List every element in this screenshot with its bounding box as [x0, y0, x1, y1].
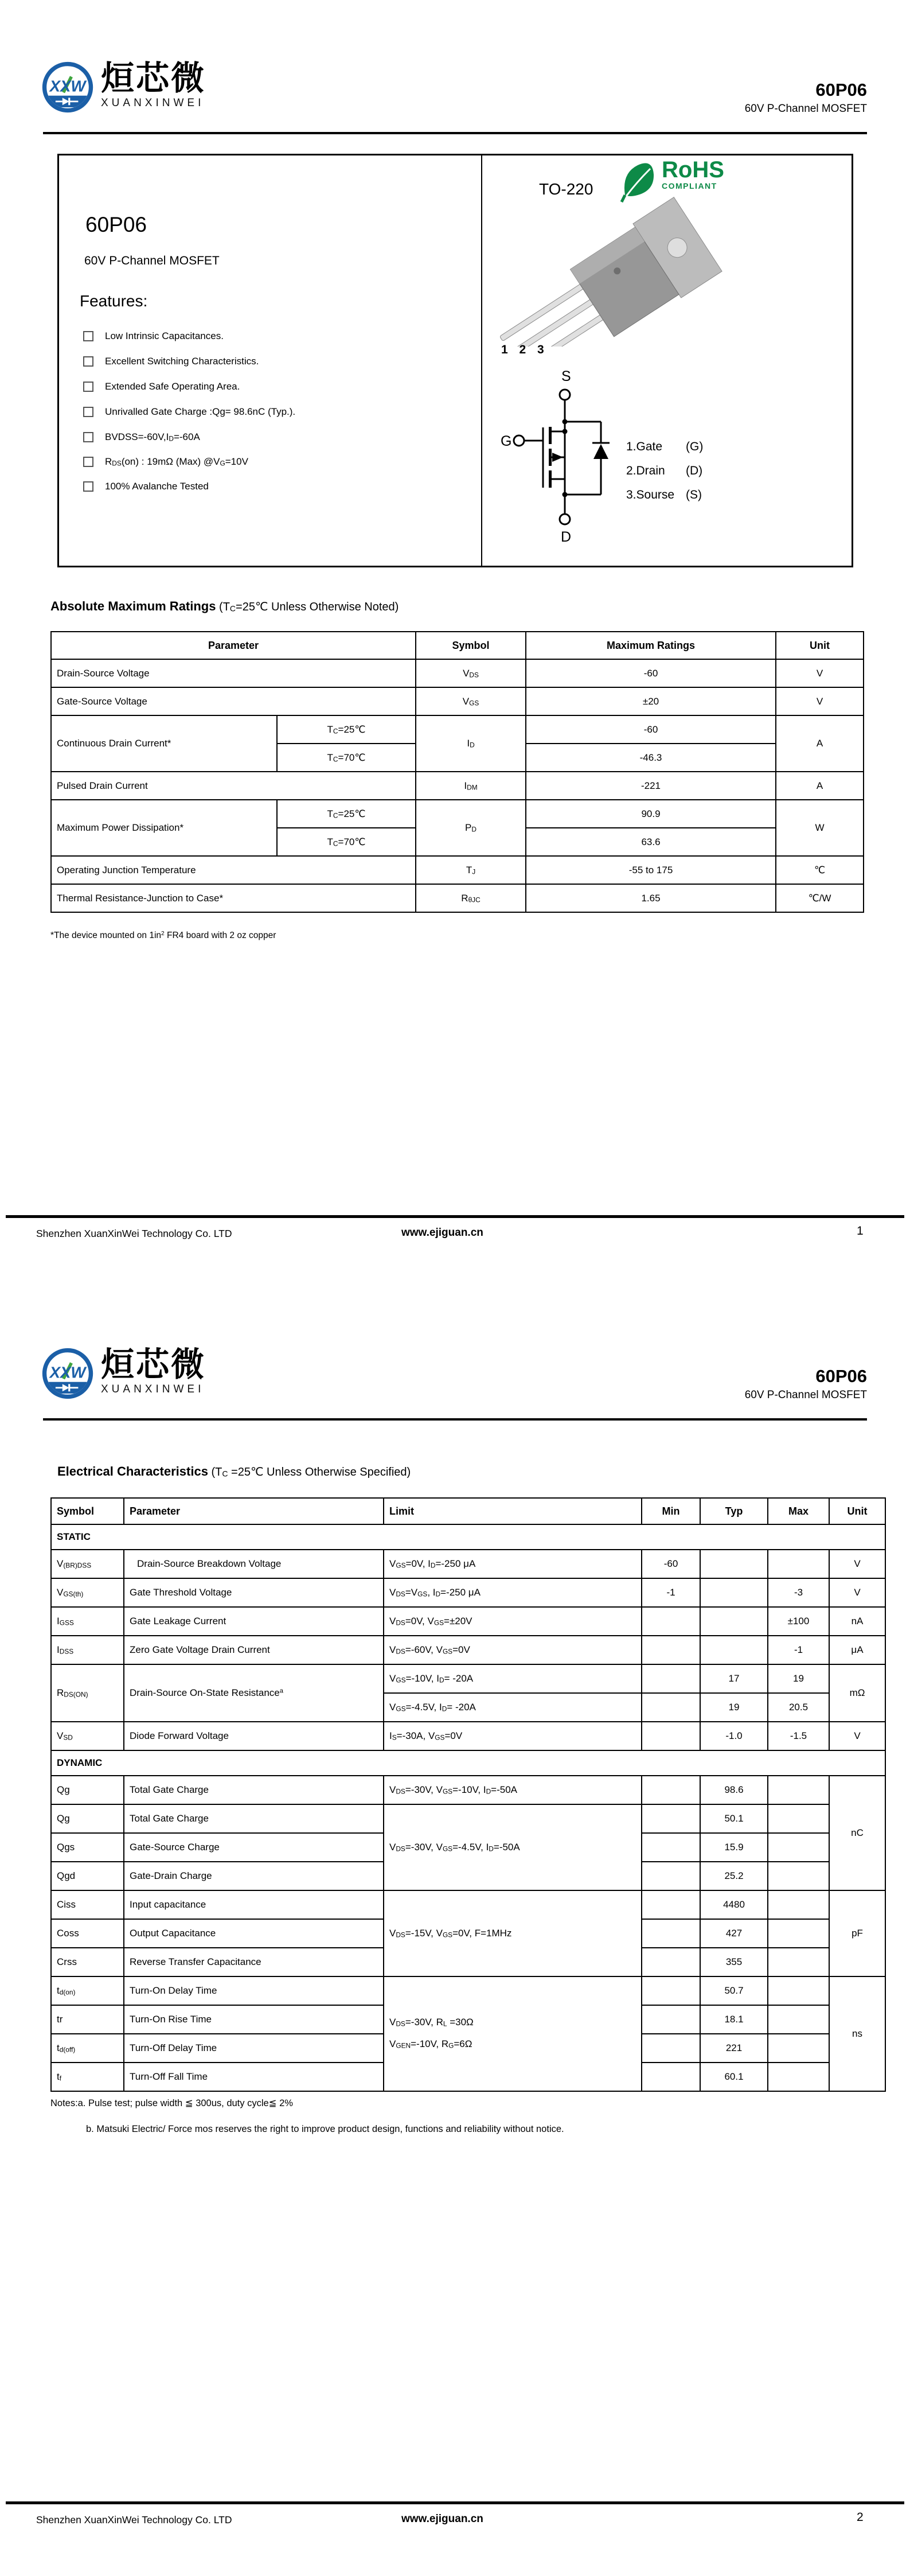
col-header-typ: Typ — [700, 1498, 768, 1524]
rohs-label: RoHS — [662, 157, 724, 182]
param-cell: Operating Junction Temperature — [51, 856, 416, 884]
feature-item — [83, 381, 240, 392]
table-row — [51, 1578, 885, 1607]
table-row — [51, 1607, 885, 1636]
symbol-cell: Ciss — [51, 1890, 124, 1919]
pin-description-list — [626, 435, 703, 507]
min-cell — [642, 1862, 700, 1890]
checkbox-icon — [83, 407, 93, 417]
max-cell — [768, 2005, 829, 2034]
logo-text — [101, 1347, 206, 1396]
header-rule — [43, 1418, 867, 1421]
limit-cell: $V_{DS}=0V$, $V_{GS}=\pm 20V$ — [384, 1607, 642, 1636]
pin-name: 1.Gate — [626, 440, 663, 453]
checkbox-icon — [83, 382, 93, 392]
table-row — [51, 856, 864, 884]
symbol-cell: $V_{DS}$ — [416, 659, 526, 687]
max-cell: 1.65 — [526, 884, 776, 912]
rohs-text — [662, 159, 724, 190]
limit-line: $V_{GEN}=-10V$, $R_G=6\Omega$ — [389, 2038, 472, 2050]
param-cell: Pulsed Drain Current — [51, 772, 416, 800]
typ-cell — [700, 1636, 768, 1664]
feature-text: Unrivalled Gate Charge :Qg= 98.6nC (Typ.). — [105, 406, 296, 417]
limit-line: $V_{DS}=-30V$, $R_L =30\Omega$ — [389, 2016, 474, 2028]
limit-cell: $V_{DS}=-15V$, $V_{GS}=0V$, F=1MHz — [384, 1890, 642, 1976]
condition-cell: $T_C=25℃$ — [277, 800, 416, 828]
param-cell: Turn-Off Fall Time — [124, 2063, 384, 2091]
notes-line-b: b. Matsuki Electric/ Force mos reserves the right to improve product design, functions and reliability without notice. — [86, 2124, 564, 2134]
col-header-parameter: Parameter — [51, 632, 416, 659]
unit-cell: nC — [829, 1776, 885, 1890]
typ-cell — [700, 1578, 768, 1607]
max-cell — [768, 1948, 829, 1976]
param-cell: Drain-Source Voltage — [51, 659, 416, 687]
page-number: 1 — [857, 1224, 864, 1238]
table-row — [51, 884, 864, 912]
mosfet-symbol-diagram — [490, 363, 622, 547]
param-cell: Diode Forward Voltage — [124, 1722, 384, 1750]
symbol-cell: $V_{GS(th)}$ — [51, 1578, 124, 1607]
package-name: TO-220 — [539, 180, 593, 198]
checkbox-icon — [83, 356, 93, 367]
table-header-row — [51, 632, 864, 659]
min-cell — [642, 1722, 700, 1750]
col-header-parameter: Parameter — [124, 1498, 384, 1524]
max-cell — [768, 1804, 829, 1833]
symbol-cell: $I_D$ — [416, 715, 526, 772]
condition-cell: $T_C=25℃$ — [277, 715, 416, 744]
table-row — [51, 687, 864, 715]
checkbox-icon — [83, 481, 93, 492]
typ-cell: 4480 — [700, 1890, 768, 1919]
typ-cell: 18.1 — [700, 2005, 768, 2034]
logo-chinese-name: 烜芯微 — [101, 1345, 206, 1384]
param-cell: Gate-Drain Charge — [124, 1862, 384, 1890]
limit-cell: $V_{GS}=0V$, $I_D=-250$ μA — [384, 1550, 642, 1578]
drain-label: D — [561, 529, 572, 545]
table-row — [51, 1550, 885, 1578]
feature-text: 100% Avalanche Tested — [105, 481, 209, 492]
logo-mark-icon — [41, 1347, 94, 1400]
logo-mark-icon — [41, 61, 94, 114]
symbol-cell: $V_{(BR)DSS}$ — [51, 1550, 124, 1578]
min-cell — [642, 1976, 700, 2005]
min-cell — [642, 1636, 700, 1664]
max-cell — [768, 2034, 829, 2063]
max-cell: 19 — [768, 1664, 829, 1693]
feature-item — [83, 431, 200, 443]
part-subtitle: 60V P-Channel MOSFET — [744, 103, 867, 115]
part-number: 60P06 — [815, 80, 867, 100]
pin-description — [626, 483, 703, 507]
limit-cell: $V_{DS}=-60V$, $V_{GS}=0V$ — [384, 1636, 642, 1664]
feature-text: Extended Safe Operating Area. — [105, 381, 240, 392]
symbol-cell: Coss — [51, 1919, 124, 1948]
param-cell: Output Capacitance — [124, 1919, 384, 1948]
footer-rule — [6, 2501, 904, 2504]
limit-cell: $I_S=-30A$, $V_{GS}=0V$ — [384, 1722, 642, 1750]
col-header-unit: Unit — [829, 1498, 885, 1524]
max-cell: -221 — [526, 772, 776, 800]
max-cell — [768, 1776, 829, 1804]
typ-cell: 98.6 — [700, 1776, 768, 1804]
feature-item — [83, 356, 259, 367]
param-cell: Gate Threshold Voltage — [124, 1578, 384, 1607]
typ-cell: 17 — [700, 1664, 768, 1693]
max-cell: -1.5 — [768, 1722, 829, 1750]
feature-text: Excellent Switching Characteristics. — [105, 356, 259, 367]
param-cell: Input capacitance — [124, 1890, 384, 1919]
limit-cell: $V_{GS}=-4.5V$, $I_D= -20A$ — [384, 1693, 642, 1722]
notes-line-a: Notes:a. Pulse test; pulse width ≦ 300us, duty cycle≦ 2% — [50, 2098, 293, 2108]
max-cell: -1 — [768, 1636, 829, 1664]
symbol-cell: $t_f$ — [51, 2063, 124, 2091]
symbol-cell: tr — [51, 2005, 124, 2034]
logo-english-name: XUANXINWEI — [101, 97, 205, 109]
pin-numbers-label: 1 2 3 — [501, 343, 544, 356]
max-cell — [768, 1890, 829, 1919]
page-number: 2 — [857, 2511, 864, 2524]
section-row — [51, 1750, 885, 1776]
typ-cell: 355 — [700, 1948, 768, 1976]
table-row — [51, 1722, 885, 1750]
pin-name: 2.Drain — [626, 464, 665, 477]
param-cell: Total Gate Charge — [124, 1804, 384, 1833]
min-cell — [642, 1693, 700, 1722]
unit-cell: nA — [829, 1607, 885, 1636]
col-header-min: Min — [642, 1498, 700, 1524]
param-cell: Gate-Source Voltage — [51, 687, 416, 715]
max-cell: -55 to 175 — [526, 856, 776, 884]
param-cell: Turn-On Rise Time — [124, 2005, 384, 2034]
feature-item — [83, 330, 224, 342]
condition-cell: $T_C=70℃$ — [277, 744, 416, 772]
typ-cell: -1.0 — [700, 1722, 768, 1750]
feature-item — [83, 481, 209, 492]
unit-cell: pF — [829, 1890, 885, 1976]
footer-company: Shenzhen XuanXinWei Technology Co. LTD — [36, 1228, 232, 1239]
header-rule — [43, 132, 867, 134]
param-cell: Total Gate Charge — [124, 1776, 384, 1804]
param-cell: Maximum Power Dissipation* — [51, 800, 277, 856]
max-cell: 63.6 — [526, 828, 776, 856]
pin-symbol: (S) — [686, 488, 702, 501]
svg-text:XXW: XXW — [49, 1363, 86, 1382]
col-header-limit: Limit — [384, 1498, 642, 1524]
max-cell: -46.3 — [526, 744, 776, 772]
amr-title-bold: Absolute Maximum Ratings — [50, 599, 216, 613]
min-cell — [642, 1919, 700, 1948]
unit-cell: V — [776, 659, 864, 687]
min-cell — [642, 2063, 700, 2091]
static-section-label: STATIC — [51, 1524, 885, 1550]
symbol-cell: Crss — [51, 1948, 124, 1976]
symbol-cell: $I_{DSS}$ — [51, 1636, 124, 1664]
min-cell — [642, 1890, 700, 1919]
table-row — [51, 800, 864, 828]
param-cell: Thermal Resistance-Junction to Case* — [51, 884, 416, 912]
table-row — [51, 1804, 885, 1833]
features-heading: Features: — [80, 292, 148, 310]
max-cell: -60 — [526, 715, 776, 744]
typ-cell: 427 — [700, 1919, 768, 1948]
min-cell — [642, 1804, 700, 1833]
typ-cell: 50.7 — [700, 1976, 768, 2005]
table-row — [51, 772, 864, 800]
logo-english-name: XUANXINWEI — [101, 1383, 205, 1395]
table-row — [51, 1664, 885, 1693]
typ-cell: 60.1 — [700, 2063, 768, 2091]
col-header-max: Maximum Ratings — [526, 632, 776, 659]
footer-rule — [6, 1215, 904, 1218]
logo-text — [101, 61, 206, 110]
section-row — [51, 1524, 885, 1550]
unit-cell: μA — [829, 1636, 885, 1664]
ec-section-title — [57, 1464, 411, 1479]
param-cell: Reverse Transfer Capacitance — [124, 1948, 384, 1976]
typ-cell: 50.1 — [700, 1804, 768, 1833]
min-cell: -60 — [642, 1550, 700, 1578]
amr-footnote: *The device mounted on $1in^2$ FR4 board with 2 oz copper — [50, 931, 276, 941]
typ-cell: 15.9 — [700, 1833, 768, 1862]
source-label: S — [561, 368, 571, 384]
table-row — [51, 1976, 885, 2005]
rohs-compliant-label: COMPLIANT — [662, 181, 717, 190]
feature-text: Low Intrinsic Capacitances. — [105, 330, 224, 341]
limit-cell: $V_{DS}=V_{GS}$, $I_D=-250$ μA — [384, 1578, 642, 1607]
unit-cell: V — [829, 1578, 885, 1607]
pin-symbol: (D) — [686, 464, 703, 477]
max-cell: ±20 — [526, 687, 776, 715]
max-cell: -60 — [526, 659, 776, 687]
pin-description — [626, 435, 703, 459]
symbol-cell: $I_{GSS}$ — [51, 1607, 124, 1636]
ec-title-rest: ($T_C$ =25℃ Unless Otherwise Specified) — [208, 1466, 411, 1478]
symbol-cell: $V_{GS}$ — [416, 687, 526, 715]
min-cell — [642, 2034, 700, 2063]
max-cell: -3 — [768, 1578, 829, 1607]
typ-cell — [700, 1607, 768, 1636]
unit-cell: ns — [829, 1976, 885, 2091]
feature-item — [83, 406, 295, 418]
unit-cell: V — [776, 687, 864, 715]
box-part-title: 60P06 — [85, 213, 147, 236]
unit-cell: mΩ — [829, 1664, 885, 1722]
param-cell: Turn-On Delay Time — [124, 1976, 384, 2005]
part-subtitle: 60V P-Channel MOSFET — [744, 1389, 867, 1401]
to220-package-image — [483, 196, 735, 347]
company-logo — [41, 61, 206, 114]
max-cell — [768, 1833, 829, 1862]
symbol-cell: Qg — [51, 1776, 124, 1804]
symbol-cell: Qg — [51, 1804, 124, 1833]
typ-cell: 221 — [700, 2034, 768, 2063]
max-cell — [768, 2063, 829, 2091]
unit-cell: V — [829, 1550, 885, 1578]
symbol-cell: $V_{SD}$ — [51, 1722, 124, 1750]
table-row — [51, 659, 864, 687]
table-row — [51, 1776, 885, 1804]
min-cell — [642, 1664, 700, 1693]
unit-cell: ℃/W — [776, 884, 864, 912]
footer-website-link[interactable]: www.ejiguan.cn — [401, 1227, 483, 1239]
max-cell: ±100 — [768, 1607, 829, 1636]
col-header-symbol: Symbol — [416, 632, 526, 659]
feature-item — [83, 456, 248, 468]
feature-text: $R_{DS}(on)$ : 19mΩ (Max) $@V_G=10V$ — [105, 456, 248, 468]
electrical-characteristics-table — [50, 1497, 886, 2092]
unit-cell: A — [776, 715, 864, 772]
box-part-subtitle: 60V P-Channel MOSFET — [84, 254, 220, 267]
checkbox-icon — [83, 457, 93, 467]
limit-cell — [384, 1976, 642, 2091]
symbol-cell: $T_J$ — [416, 856, 526, 884]
company-logo — [41, 1347, 206, 1400]
box-divider — [481, 155, 482, 566]
typ-cell: 19 — [700, 1693, 768, 1722]
condition-cell: $T_C=70℃$ — [277, 828, 416, 856]
table-row — [51, 1890, 885, 1919]
ec-title-bold: Electrical Characteristics — [57, 1464, 208, 1478]
gate-label: G — [501, 433, 512, 449]
param-cell: Zero Gate Voltage Drain Current — [124, 1636, 384, 1664]
part-number: 60P06 — [815, 1366, 867, 1386]
param-cell: Drain-Source On-State Resistance$^a$ — [124, 1664, 384, 1722]
unit-cell: A — [776, 772, 864, 800]
table-row — [51, 715, 864, 744]
unit-cell: W — [776, 800, 864, 856]
footer-company: Shenzhen XuanXinWei Technology Co. LTD — [36, 2514, 232, 2526]
min-cell — [642, 1776, 700, 1804]
col-header-symbol: Symbol — [51, 1498, 124, 1524]
min-cell: -1 — [642, 1578, 700, 1607]
param-cell: Gate-Source Charge — [124, 1833, 384, 1862]
table-row — [51, 1636, 885, 1664]
symbol-cell: $P_D$ — [416, 800, 526, 856]
table-header-row — [51, 1498, 885, 1524]
symbol-cell: $t_{d(on)}$ — [51, 1976, 124, 2005]
param-cell: Gate Leakage Current — [124, 1607, 384, 1636]
amr-section-title — [50, 599, 399, 614]
pin-symbol: (G) — [686, 440, 704, 453]
symbol-cell: $R_{\theta JC}$ — [416, 884, 526, 912]
max-cell — [768, 1862, 829, 1890]
footer-website-link[interactable]: www.ejiguan.cn — [401, 2513, 483, 2525]
limit-cell: $V_{DS}=-30V$, $V_{GS}=-10V$, $I_D=-50A$ — [384, 1776, 642, 1804]
symbol-cell: $R_{DS(ON)}$ — [51, 1664, 124, 1722]
symbol-cell: Qgd — [51, 1862, 124, 1890]
header-part-block — [745, 1367, 867, 1402]
feature-text: $BVDSS=-60V,I_D=-60A$ — [105, 431, 200, 443]
logo-chinese-name: 烜芯微 — [101, 59, 206, 98]
col-header-max: Max — [768, 1498, 829, 1524]
param-cell: Turn-Off Delay Time — [124, 2034, 384, 2063]
typ-cell: 25.2 — [700, 1862, 768, 1890]
pin-description — [626, 459, 703, 483]
checkbox-icon — [83, 432, 93, 442]
max-cell: 90.9 — [526, 800, 776, 828]
amr-title-rest: ($T_C=25℃$ Unless Otherwise Noted) — [216, 601, 399, 613]
unit-cell: V — [829, 1722, 885, 1750]
unit-cell: ℃ — [776, 856, 864, 884]
typ-cell — [700, 1550, 768, 1578]
min-cell — [642, 2005, 700, 2034]
min-cell — [642, 1948, 700, 1976]
dynamic-section-label: DYNAMIC — [51, 1750, 885, 1776]
symbol-cell: Qgs — [51, 1833, 124, 1862]
limit-cell: $V_{GS}=-10V$, $I_D= -20A$ — [384, 1664, 642, 1693]
pin-name: 3.Sourse — [626, 488, 675, 501]
min-cell — [642, 1607, 700, 1636]
header-part-block — [745, 80, 867, 115]
checkbox-icon — [83, 331, 93, 341]
symbol-cell: $I_{DM}$ — [416, 772, 526, 800]
max-cell — [768, 1976, 829, 2005]
absolute-maximum-ratings-table — [50, 631, 864, 913]
max-cell — [768, 1919, 829, 1948]
min-cell — [642, 1833, 700, 1862]
svg-text:XXW: XXW — [49, 77, 86, 95]
max-cell: 20.5 — [768, 1693, 829, 1722]
param-cell: Drain-Source Breakdown Voltage — [124, 1550, 384, 1578]
limit-cell: $V_{DS}=-30V$, $V_{GS}=-4.5V$, $I_D=-50A$ — [384, 1804, 642, 1890]
symbol-cell: $t_{d(off)}$ — [51, 2034, 124, 2063]
max-cell — [768, 1550, 829, 1578]
param-cell: Continuous Drain Current* — [51, 715, 277, 772]
col-header-unit: Unit — [776, 632, 864, 659]
